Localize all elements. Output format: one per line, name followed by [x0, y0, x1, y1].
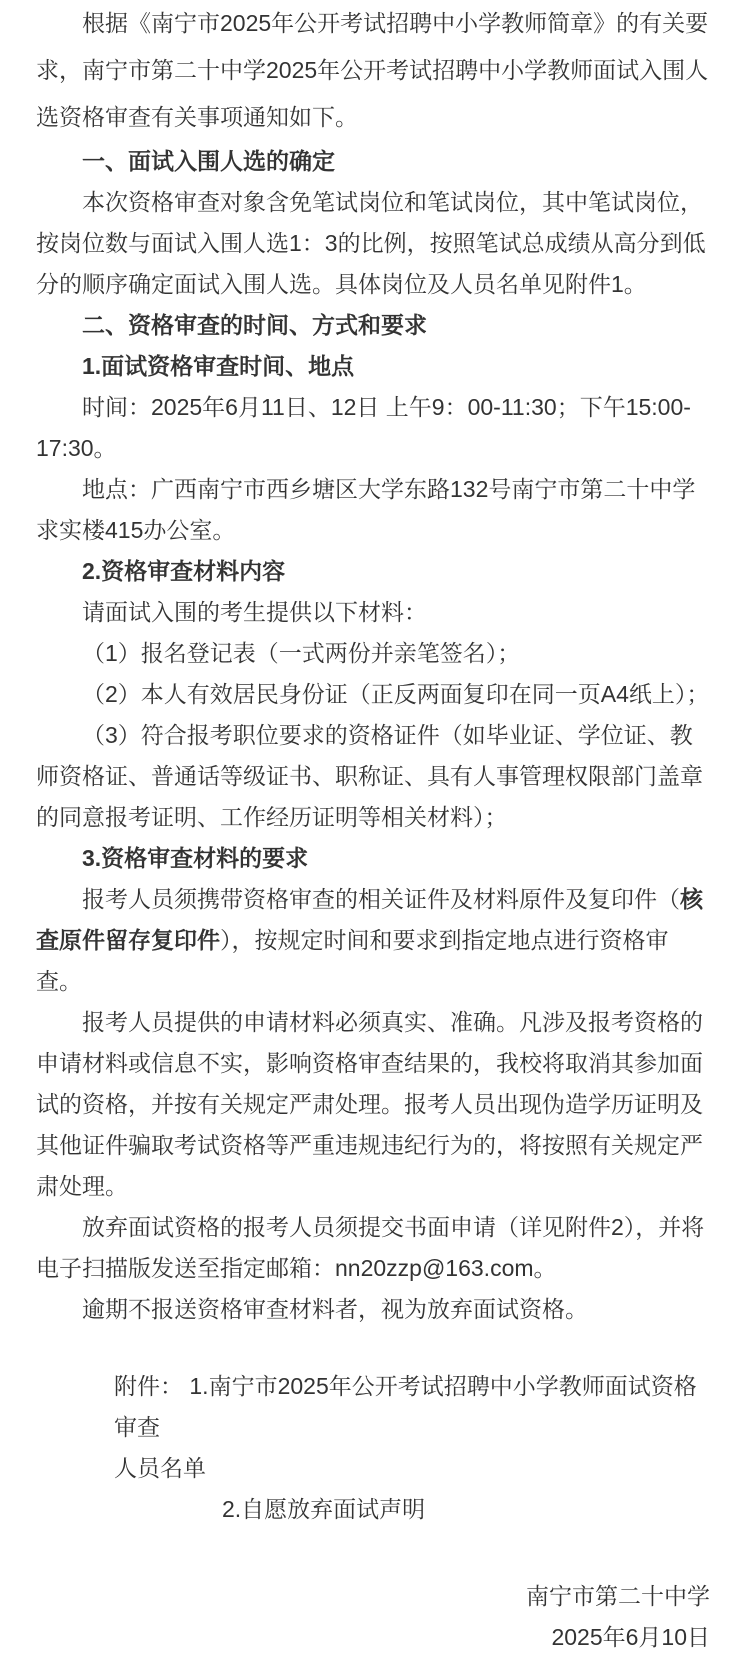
authenticity-paragraph: 报考人员提供的申请材料必须真实、准确。凡涉及报考资格的申请材料或信息不实，影响资格审查结果的，我校将取消其参加面试的资格，并按有关规定严肃处理。报考人员出现伪造学历证明及其他证件骗取考试资格等严重违规违纪行为的，将按照有关规定严肃处理。: [36, 1009, 703, 1199]
requirements-text-pre: 报考人员须携带资格审查的相关证件及材料原件及复印件（: [82, 886, 680, 912]
attachment-line-1: 附件： 1.南宁市2025年公开考试招聘中小学教师面试资格审查: [114, 1373, 697, 1440]
requirements-text-post: ），按规定时间和要求到指定地点进行资格审查。: [36, 927, 669, 994]
subsection-2-1-heading: 1.面试资格审查时间、地点: [82, 353, 355, 379]
attachment-line-3: 2.自愿放弃面试声明: [222, 1496, 426, 1522]
attachment-line-2: 人员名单: [114, 1455, 206, 1481]
time-paragraph: 时间：2025年6月11日、12日 上午9：00-11:30；下午15:00-17:30。: [36, 394, 691, 461]
section-2-heading: 二、资格审查的时间、方式和要求: [82, 312, 427, 338]
attachments-block: [36, 1366, 710, 1530]
signature-date: 2025年6月10日: [551, 1624, 710, 1650]
signature-org: 南宁市第二十中学: [526, 1583, 710, 1609]
location-paragraph: 地点：广西南宁市西乡塘区大学东路132号南宁市第二十中学求实楼415办公室。: [36, 476, 696, 543]
overdue-paragraph: 逾期不报送资格审查材料者，视为放弃面试资格。: [82, 1296, 588, 1322]
material-item-2: （2）本人有效居民身份证（正反两面复印在同一页A4纸上）；: [82, 681, 710, 707]
section-1-body: 本次资格审查对象含免笔试岗位和笔试岗位，其中笔试岗位，按岗位数与面试入围人选1：3的比例，按照笔试总成绩从高分到低分的顺序确定面试入围人选。具体岗位及人员名单见附件1。: [36, 189, 706, 297]
requirements-bold-emphasis: 核查原件留存复印件: [36, 886, 703, 953]
material-item-3: （3）符合报考职位要求的资格证件（如毕业证、学位证、教师资格证、普通话等级证书、职称证、具有人事管理权限部门盖章的同意报考证明、工作经历证明等相关材料）；: [36, 722, 703, 830]
materials-lead-paragraph: 请面试入围的考生提供以下材料：: [82, 599, 427, 625]
section-1-heading: 一、面试入围人选的确定: [82, 148, 335, 174]
requirements-paragraph: [36, 879, 710, 1002]
waiver-paragraph: 放弃面试资格的报考人员须提交书面申请（详见附件2），并将电子扫描版发送至指定邮箱：nn20zzp@163.com。: [36, 1214, 705, 1281]
subsection-2-3-heading: 3.资格审查材料的要求: [82, 845, 309, 871]
intro-paragraph: 根据《南宁市2025年公开考试招聘中小学教师简章》的有关要求，南宁市第二十中学2025年公开考试招聘中小学教师面试入围人选资格审查有关事项通知如下。: [36, 10, 709, 130]
signature-block: [36, 1576, 710, 1658]
material-item-1: （1）报名登记表（一式两份并亲笔签名）；: [82, 640, 521, 666]
subsection-2-2-heading: 2.资格审查材料内容: [82, 558, 286, 584]
